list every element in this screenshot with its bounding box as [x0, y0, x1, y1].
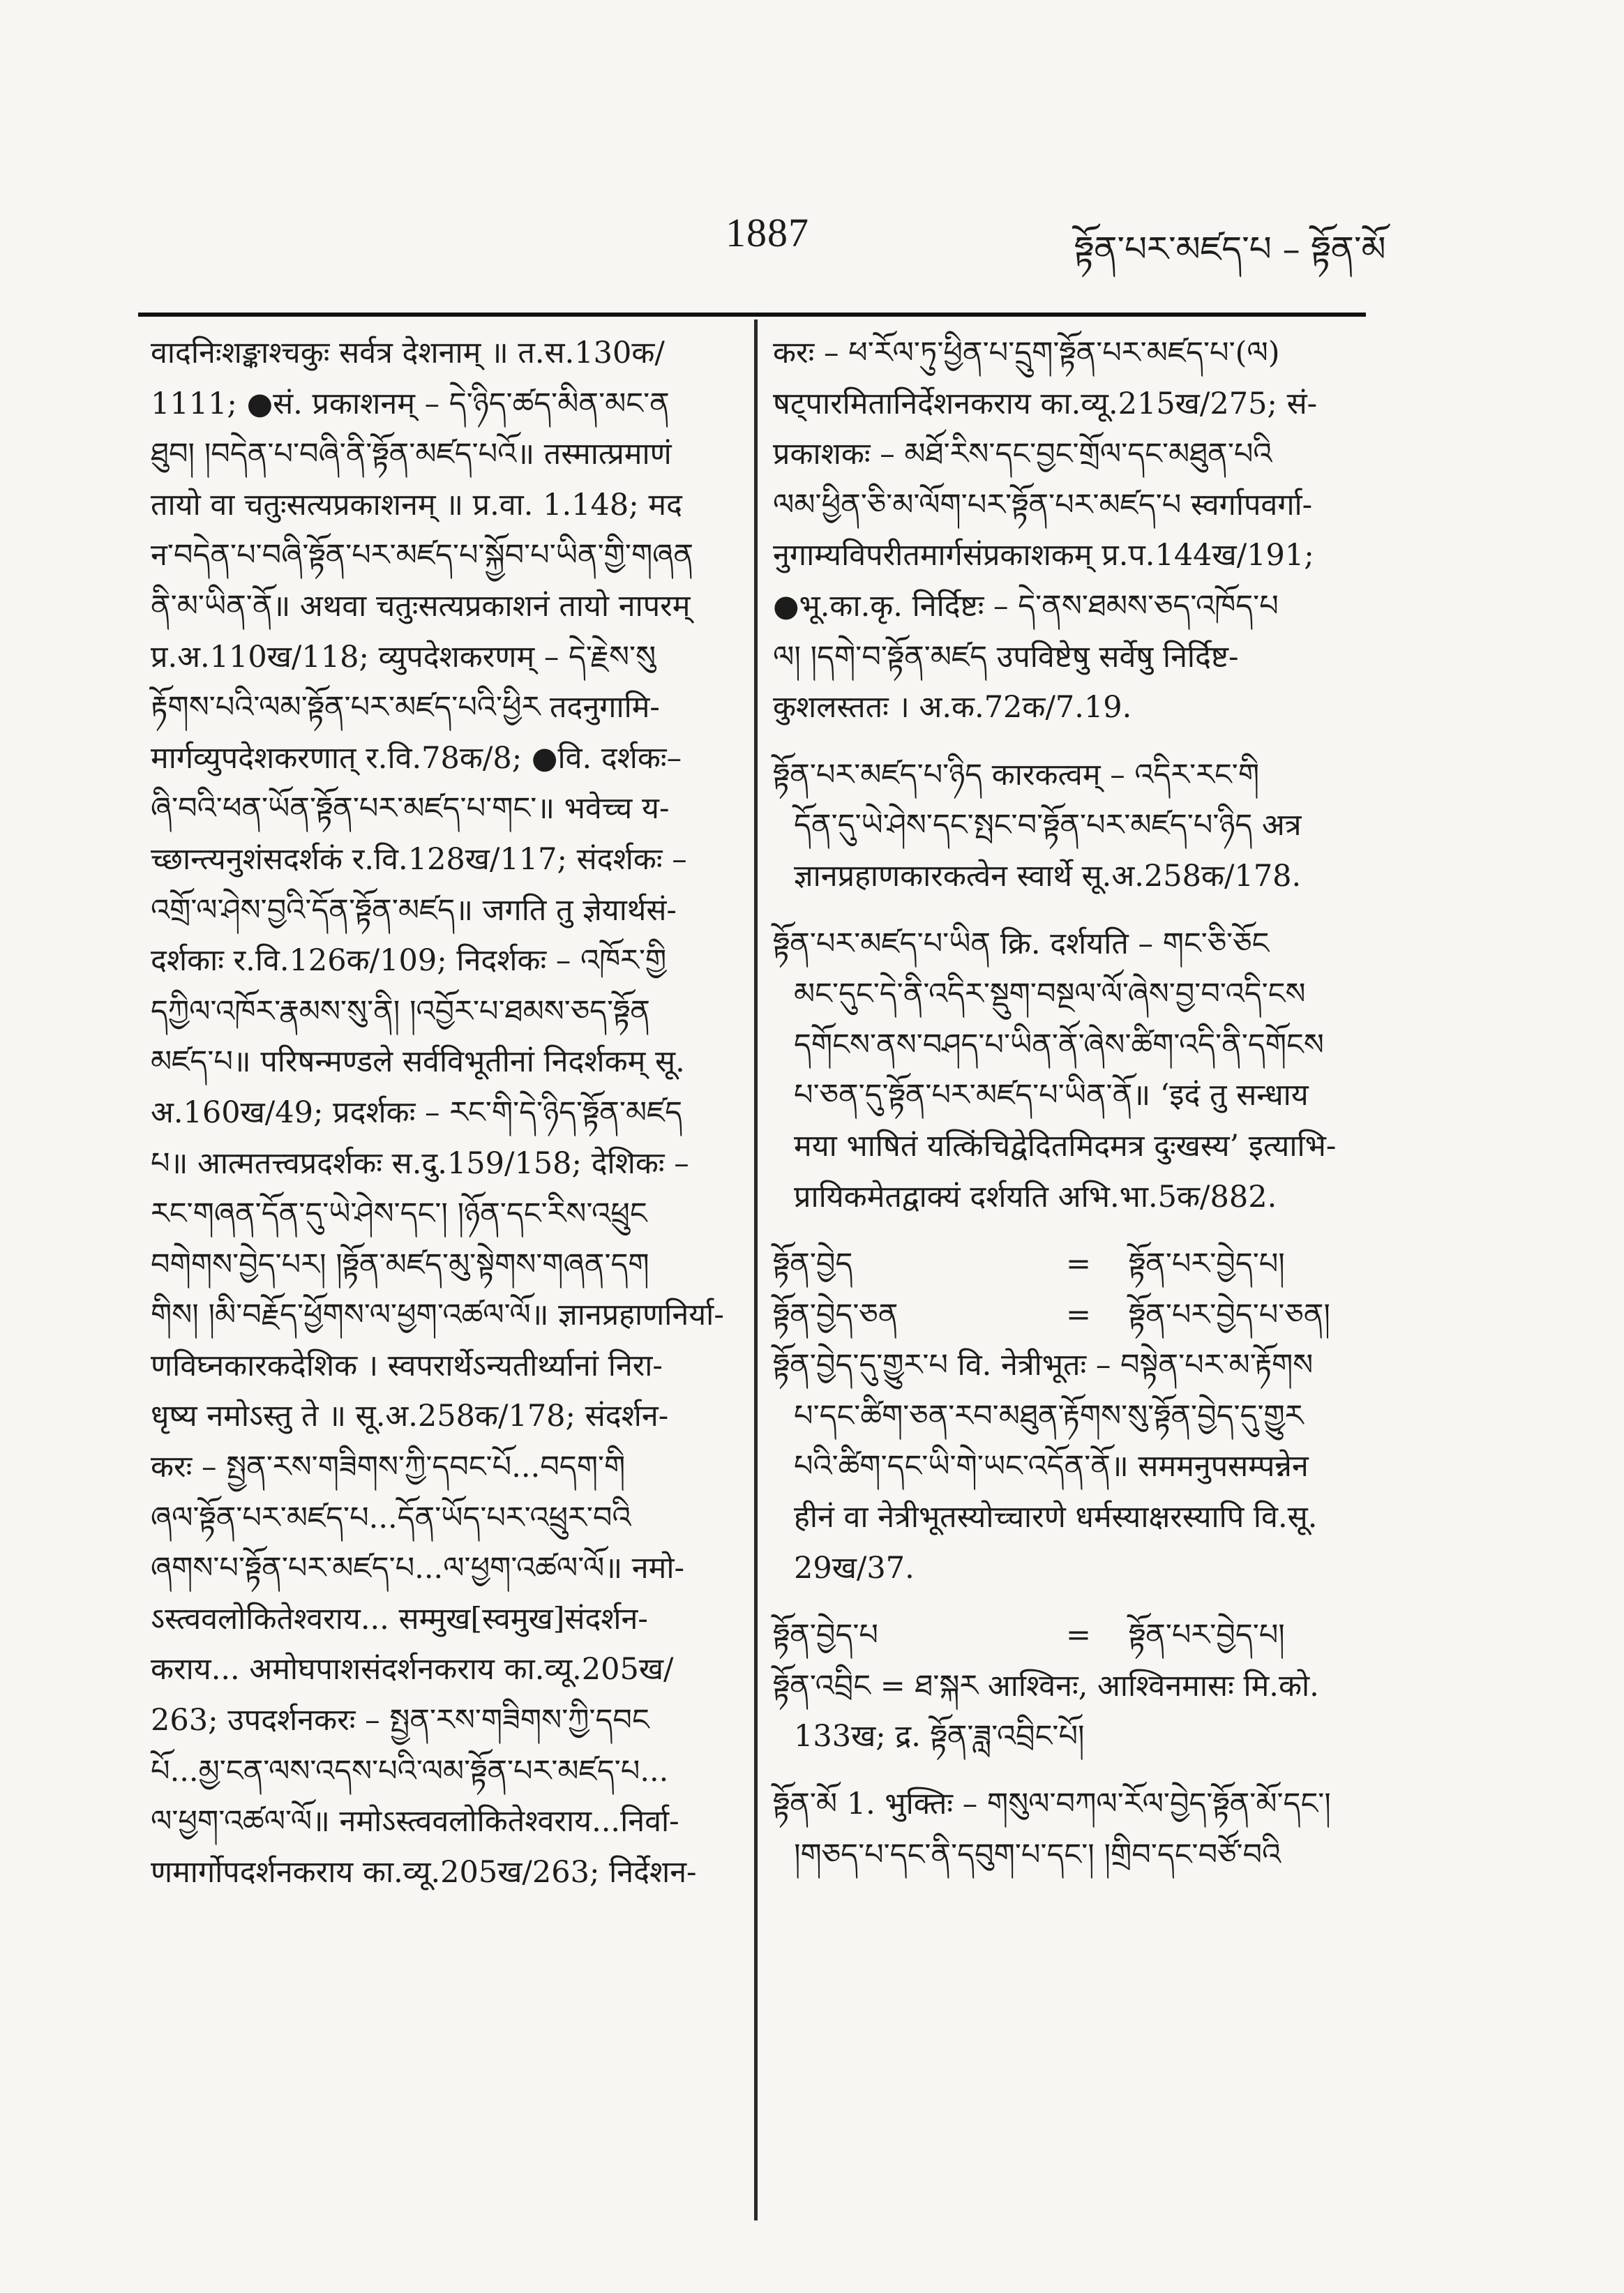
text-line: अ.160ख/49; प्रदर्शकः – རང་གི་དེ་ཉིད་ཧྟོན་མཛད — [151, 1095, 683, 1130]
headword-line: ཧྟོན་པར་མཛད་པ་ཉིད कारकत्वम् – འདིར་རང་གི — [773, 757, 1260, 792]
text-line: 133ख; द्र. ཧྟོན་ཟླ་འབྲིང་པོ། — [794, 1719, 1085, 1754]
equals-sign: = — [1066, 1247, 1092, 1282]
entry-block — [773, 328, 1373, 733]
left-column — [151, 328, 723, 1897]
text-line: कराय... अमोघपाशसंदर्शनकराय का.व्यू.205ख/ — [151, 1652, 674, 1687]
text-line: ज्ञानप्रहाणकारकत्वेन स्वार्थे सू.अ.258क/178. — [794, 858, 1302, 894]
text-line: པོ...མྱ་ངན་ལས་འདས་པའི་ལམ་ཧྟོན་པར་མཛད་པ... — [151, 1753, 669, 1789]
xref-target: ཧྟོན་པར་བྱེད་པ་ཅན། — [1129, 1297, 1330, 1332]
text-line: ལ་ཕྱག་འཚལ་ལོ॥ नमोऽस्त्ववलोकितेश्वराय...निर्वा- — [151, 1804, 679, 1840]
text-line: པ॥ आत्मतत्त्वप्रदर्शकः स.दु.159/158; देशिकः – — [151, 1145, 689, 1181]
text-line: ལ། །དགེ་བ་ཧྟོན་མཛད उपविष्टेषु सर्वेषु निर्दिष्ट- — [773, 639, 1239, 675]
text-line: नुगाम्यविपरीतमार्गसंप्रकाशकम् प्र.प.144ख/191; — [773, 538, 1314, 573]
text-line: करः – ཕ་རོལ་ཏུ་ཕྱིན་པ་དྲུག་ཧྟོན་པར་མཛད་པ་(ལ) — [773, 336, 1280, 370]
xref-headword: ཧྟོན་བྱེད་ཅན — [773, 1297, 899, 1332]
text-line: པའི་ཚིག་དང་ཡི་གེ་ཡང་འདོན་ནོ॥ सममनुपसम्पन्नेन — [794, 1449, 1309, 1484]
text-line: मया भाषितं यत्किंचिद्वेदितमिदमत्र दुःखस्य’ इत्याभि- — [794, 1128, 1337, 1164]
text-line: णविघ्नकारकदेशिक । स्वपरार्थेऽन्यतीर्थ्यानां निरा- — [151, 1348, 663, 1383]
text-line: མང་དུང་དེ་ནི་འདིར་སྡུག་བསྔལ་ལོ་ཞེས་བྱ་བ་འདི་ངས — [794, 977, 1306, 1012]
text-line: ऽस्त्ववलोकितेश्वराय... सम्मुख[स्वमुख]संदर्शन- — [151, 1601, 648, 1637]
headword-line: ཧྟོན་པར་མཛད་པ་ཡིན क्रि. दर्शयति – གང་ཅི་ཅོང — [773, 926, 1270, 961]
text-line: प्रकाशकः – མཐོ་རིས་དང་བྱང་གྲོལ་དང་མཐུན་པའི — [773, 437, 1272, 472]
text-line: ཐུབ། །བདེན་པ་བཞི་ནི་ཧྟོན་མཛད་པའོ॥ तस्मात्प्रमाणं — [151, 437, 672, 472]
headword-line: ཧྟོན་བྱེད་དུ་གྱུར་པ वि. नेत्रीभूतः – བསྟེན་པར་མ་རྟོགས — [773, 1348, 1314, 1383]
equals-sign: = — [1066, 1297, 1092, 1332]
text-line: ཞི་བའི་ཕན་ཡོན་ཧྟོན་པར་མཛད་པ་གང་॥ भवेच्च य- — [151, 791, 670, 827]
xref-target: ཧྟོན་པར་བྱེད་པ། — [1129, 1247, 1285, 1282]
header-rule — [138, 313, 1366, 317]
equals-sign: = — [1066, 1618, 1092, 1653]
text-line: མཛད་པ॥ परिषन्मण्डले सर्वविभूतीनां निदर्शकम् सू. — [151, 1044, 685, 1080]
cross-reference — [773, 1290, 1373, 1341]
text-line: हीनं वा नेत्रीभूतस्योच्चारणे धर्मस्याक्षरस्यापि वि.सू. — [794, 1500, 1318, 1535]
xref-headword: ཧྟོན་བྱེད — [773, 1247, 853, 1282]
xref-target: ཧྟོན་པར་བྱེད་པ། — [1129, 1618, 1285, 1653]
text-line: षट्पारमितानिर्देशनकराय का.व्यू.215ख/275; सं- — [773, 386, 1318, 421]
text-line: ནི་མ་ཡིན་ནོ॥ अथवा चतुःसत्यप्रकाशनं तायो नापरम् — [151, 588, 691, 624]
text-line: न་བདེན་པ་བཞི་ཧྟོན་པར་མཛད་པ་སྐྱོབ་པ་ཡིན་གྱི་གཞན — [151, 538, 693, 573]
cross-reference — [773, 1239, 1373, 1290]
headword-line: ཧྟོན་འབྲིང = ཐ་སྐར आश्विनः, आश्विनमासः मि.को. — [773, 1668, 1319, 1704]
xref-headword: ཧྟོན་བྱེད་པ — [773, 1618, 878, 1653]
text-line: च्छान्त्यनुशंसदर्शकं र.वि.128ख/117; संदर्शकः – — [151, 841, 687, 877]
text-line: 1111; ●सं. प्रकाशनम् – དེ་ཉིད་ཚད་མིན་མང་ན — [151, 386, 670, 421]
text-line: करः – སྤྱན་རས་གཟིགས་ཀྱི་དབང་པོ...བདག་གི — [151, 1450, 626, 1485]
text-line: དོན་དུ་ཡེ་ཤེས་དང་སྤང་བ་ཧྟོན་པར་མཛད་པ་ཉིད अत्र — [794, 808, 1302, 843]
text-line: धृष्य नमोऽस्तु ते ॥ सू.अ.258क/178; संदर्शन- — [151, 1399, 669, 1434]
text-line: ●भू.का.कृ. निर्दिष्टः – དེ་ནས་ཐམས་ཅད་འཁོད་པ — [773, 588, 1279, 624]
page-number: 1887 — [725, 210, 809, 255]
text-line: པ་ཅན་དུ་ཧྟོན་པར་མཛད་པ་ཡིན་ནོ॥ ‘इदं तु सन्धाय — [794, 1078, 1309, 1113]
text-line: རང་གཞན་དོན་དུ་ཡེ་ཤེས་དང་། །ཉོན་དང་རིས་འཕྲུང — [151, 1196, 647, 1232]
text-line: དགོངས་ནས་བཤད་པ་ཡིན་ནོ་ཞེས་ཚིག་འདི་ནི་དགོངས — [794, 1027, 1324, 1062]
text-line: तायो वा चतुःसत्यप्रकाशनम् ॥ प्र.वा. 1.148; मद — [151, 487, 682, 522]
text-line: གིས། །མི་བརྗོད་ཕྱོགས་ལ་ཕྱག་འཚལ་ལོ॥ ज्ञानप्रहाणनिर्या- — [151, 1298, 724, 1333]
text-line: णमार्गोपदर्शनकराय का.व्यू.205ख/263; निर्देशन- — [151, 1854, 697, 1890]
text-line: །གཅད་པ་དང་ནི་དབུག་པ་དང་། །གྲིབ་དང་བཙོ་བའི — [794, 1837, 1281, 1872]
text-line: प्र.अ.110ख/118; व्युपदेशकरणम् – དེ་རྗེས་སུ — [151, 639, 656, 675]
entry-block — [773, 919, 1373, 1223]
text-line: वादनिःशङ्काश्चकुः सर्वत्र देशनाम् ॥ त.स.130क/ — [151, 336, 665, 370]
entry-block — [773, 1340, 1373, 1593]
entry-block — [773, 1661, 1373, 1762]
text-line: དཀྱིལ་འཁོར་རྣམས་སུ་ནི། །འབྱོར་པ་ཐམས་ཅད་ཧྟོན — [151, 993, 650, 1029]
text-line: པ་དང་ཚིག་ཅན་རབ་མཐུན་རྟོགས་སུ་ཧྟོན་བྱེད་དུ་གྱུར — [794, 1398, 1304, 1434]
text-line: ཞལ་ཧྟོན་པར་མཛད་པ...དོན་ཡོད་པར་འཕྲུར་བའི — [151, 1500, 631, 1535]
text-line: ལམ་ཕྱིན་ཅི་མ་ལོག་པར་ཧྟོན་པར་མཛད་པ स्वर्गापवर्गा- — [773, 487, 1313, 522]
text-line: ཞགས་པ་ཧྟོན་པར་མཛད་པ...ལ་ཕྱག་འཚལ་ལོ॥ नमो- — [151, 1551, 684, 1586]
headword-line: ཧྟོན་མོ 1. भुक्तिः – གསུལ་བཀལ་རོལ་བྱེད་ཧྟོན་མོ་དང་། — [773, 1787, 1331, 1822]
running-head: ཧྟོན་པར་མཛད་པ – ཧྟོན་མོ — [1074, 229, 1386, 269]
entry-block — [773, 750, 1373, 902]
text-line: 263; उपदर्शनकरः – སྤྱན་རས་གཟིགས་ཀྱི་དབང — [151, 1703, 649, 1738]
column-divider — [754, 319, 758, 2220]
cross-reference — [773, 1610, 1373, 1661]
text-line: བགེགས་བྱེད་པར། །ཧྟོན་མཛད་མུ་སྟེགས་གཞན་དག — [151, 1247, 649, 1282]
text-line: दर्शकाः र.वि.126क/109; निदर्शकः – འཁོར་གྱི — [151, 943, 667, 979]
text-line: मार्गव्युपदेशकरणात् र.वि.78क/8; ●वि. दर्शकः– — [151, 740, 682, 776]
text-line: प्रायिकमेतद्वाक्यं दर्शयति अभि.भा.5क/882. — [794, 1179, 1277, 1215]
text-line: कुशलस्ततः । अ.क.72क/7.19. — [773, 690, 1132, 726]
entry-block — [773, 1779, 1373, 1880]
text-line: 29ख/37. — [794, 1550, 915, 1586]
text-line: འགྲོ་ལ་ཤེས་བྱའི་དོན་ཧྟོན་མཛད॥ जगति तु ज्ञेयार्थसं- — [151, 892, 677, 928]
text-line: རྟོགས་པའི་ལམ་ཧྟོན་པར་མཛད་པའི་ཕྱིར तदनुगामि- — [151, 690, 660, 726]
right-column — [773, 328, 1373, 1880]
